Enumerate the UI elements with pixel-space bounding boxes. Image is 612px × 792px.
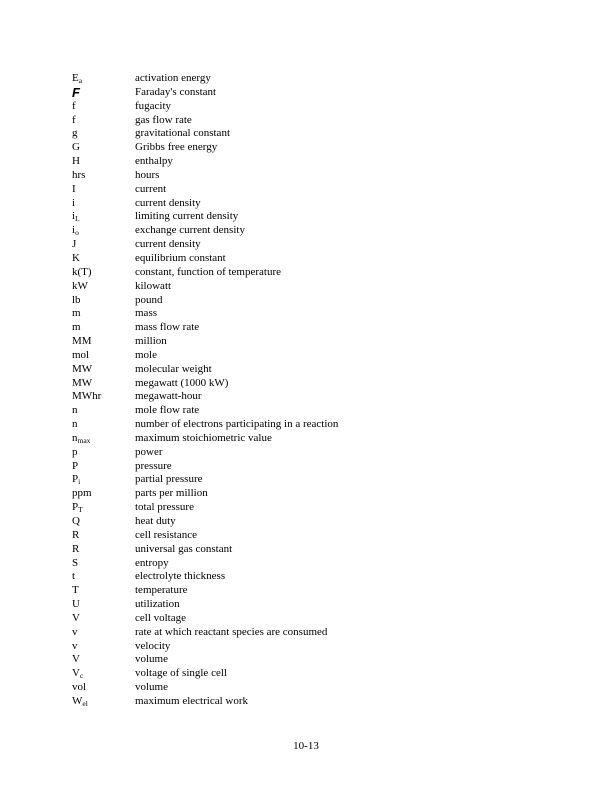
symbol: i — [72, 196, 76, 209]
glossary-entry — [72, 529, 542, 543]
definition: Faraday's constant — [135, 85, 217, 98]
definition: entropy — [135, 556, 169, 569]
definition: heat duty — [135, 515, 176, 527]
glossary-entry — [72, 584, 542, 598]
definition: utilization — [135, 598, 180, 611]
symbol: $E_a$ — [72, 72, 83, 85]
definition: gravitational constant — [135, 127, 230, 140]
symbol: H — [72, 155, 80, 168]
glossary-entry — [72, 252, 542, 266]
definition: molecular weight — [135, 362, 212, 375]
glossary-entry — [72, 487, 542, 501]
glossary-entry — [72, 210, 542, 224]
glossary-entry — [72, 695, 542, 709]
symbol: T — [72, 584, 79, 597]
symbol: U — [72, 598, 80, 611]
symbol: f — [72, 99, 76, 112]
symbol: $i_L$ — [72, 210, 80, 224]
glossary-entry — [72, 349, 542, 363]
glossary-entry — [72, 114, 542, 128]
glossary-entry — [72, 100, 542, 114]
definition: exchange current density — [135, 224, 245, 237]
glossary-entry — [72, 155, 542, 169]
glossary-entry — [72, 640, 542, 654]
symbol: mol — [72, 348, 90, 361]
definition: cell resistance — [135, 528, 197, 541]
symbol: F — [72, 84, 80, 100]
glossary-entry — [72, 653, 542, 667]
glossary-entry — [72, 197, 542, 211]
glossary-entry — [72, 460, 542, 474]
definition: current density — [135, 238, 201, 251]
definition: temperature — [135, 584, 188, 597]
symbol: P — [72, 459, 79, 472]
definition: pound — [135, 293, 163, 306]
symbol: V — [72, 653, 80, 666]
page-number: 10-13 — [293, 740, 319, 752]
symbol: n — [72, 418, 78, 431]
glossary-entry — [72, 377, 542, 391]
glossary-entry — [72, 543, 542, 557]
definition: maximum stoichiometric value — [135, 431, 272, 444]
glossary-entry — [72, 501, 542, 515]
symbol: vol — [72, 681, 87, 694]
symbol: $i_o$ — [72, 224, 79, 238]
glossary-entry — [72, 280, 542, 294]
symbol: $n_{max}$ — [72, 431, 91, 445]
definition: current — [135, 182, 167, 195]
definition: hours — [135, 168, 160, 181]
symbol: MWhr — [72, 390, 102, 403]
symbol: MW — [72, 376, 93, 389]
definition: partial pressure — [135, 473, 203, 486]
symbol: ppm — [72, 487, 92, 500]
glossary-entry — [72, 169, 542, 183]
symbol: R — [72, 542, 80, 555]
symbol: Q — [72, 515, 80, 527]
symbol: R — [72, 528, 80, 541]
glossary-entry — [72, 321, 542, 335]
definition: electrolyte thickness — [135, 570, 226, 583]
symbol: MW — [72, 362, 93, 375]
symbol: $P_i$ — [72, 473, 81, 487]
symbol: $P_T$ — [72, 501, 83, 515]
glossary-entry — [72, 72, 542, 86]
definition: mole — [135, 348, 157, 361]
symbol: f — [72, 113, 76, 126]
glossary-entry — [72, 446, 542, 460]
definition: volume — [135, 681, 168, 694]
definition: mole flow rate — [135, 404, 200, 417]
glossary-entry — [72, 127, 542, 141]
definition: kilowatt — [135, 279, 172, 292]
definition: number of electrons participating in a reaction — [135, 418, 339, 431]
definition: pressure — [135, 459, 172, 472]
definition: enthalpy — [135, 155, 173, 168]
definition: volume — [135, 653, 168, 666]
symbol: $V_c$ — [72, 667, 84, 681]
glossary-entry — [72, 626, 542, 640]
definition: velocity — [135, 639, 171, 652]
symbol: $W_{el}$ — [72, 694, 88, 708]
definition: megawatt-hour — [135, 390, 202, 403]
glossary-entry — [72, 266, 542, 280]
definition: maximum electrical work — [135, 694, 249, 707]
glossary-entry — [72, 598, 542, 612]
definition: constant, function of temperature — [135, 265, 282, 278]
symbol: lb — [72, 293, 81, 306]
symbol: kW — [72, 279, 88, 292]
symbol: v — [72, 639, 78, 652]
glossary-entry — [72, 404, 542, 418]
glossary-entry — [72, 570, 542, 584]
definition: Gribbs free energy — [135, 141, 218, 154]
glossary-entry — [72, 681, 542, 695]
glossary-entry — [72, 294, 542, 308]
glossary-entry — [72, 473, 542, 487]
glossary-entry — [72, 238, 542, 252]
definition: universal gas constant — [135, 542, 233, 555]
definition: mass flow rate — [135, 321, 200, 334]
symbol: m — [72, 321, 81, 334]
definition: limiting current density — [135, 210, 239, 223]
symbol: V — [72, 611, 80, 624]
definition: mass — [135, 307, 157, 320]
glossary-entry — [72, 183, 542, 197]
definition: million — [135, 335, 167, 348]
glossary-list — [72, 72, 542, 709]
glossary-entry — [72, 86, 542, 100]
definition: power — [135, 445, 163, 458]
glossary-entry — [72, 363, 542, 377]
symbol: p — [72, 445, 78, 458]
definition: voltage of single cell — [135, 667, 227, 680]
glossary-entry — [72, 612, 542, 626]
definition: gas flow rate — [135, 113, 192, 126]
symbol: K — [72, 251, 80, 264]
symbol: I — [72, 182, 76, 195]
symbol: MM — [72, 335, 92, 348]
glossary-entry — [72, 390, 542, 404]
symbol: k(T) — [72, 265, 92, 278]
definition: equilibrium constant — [135, 251, 226, 264]
symbol: J — [72, 238, 77, 251]
glossary-entry — [72, 432, 542, 446]
definition: current density — [135, 196, 201, 209]
symbol: S — [72, 556, 79, 569]
glossary-entry — [72, 515, 542, 529]
symbol: t — [72, 570, 76, 583]
glossary-entry — [72, 557, 542, 571]
definition: total pressure — [135, 501, 194, 514]
definition: parts per million — [135, 487, 208, 500]
symbol: m — [72, 307, 81, 320]
glossary-entry — [72, 141, 542, 155]
definition: cell voltage — [135, 611, 187, 624]
glossary-entry — [72, 224, 542, 238]
symbol: g — [72, 127, 78, 140]
symbol: G — [72, 141, 80, 154]
symbol: n — [72, 404, 78, 417]
definition: rate at which reactant species are consumed — [135, 625, 328, 638]
glossary-entry — [72, 667, 542, 681]
glossary-entry — [72, 335, 542, 349]
definition: activation energy — [135, 72, 211, 84]
symbol: hrs — [72, 168, 86, 181]
glossary-entry — [72, 418, 542, 432]
glossary-entry — [72, 307, 542, 321]
definition: fugacity — [135, 99, 172, 112]
symbol: v — [72, 625, 78, 638]
definition: megawatt (1000 kW) — [135, 376, 229, 389]
